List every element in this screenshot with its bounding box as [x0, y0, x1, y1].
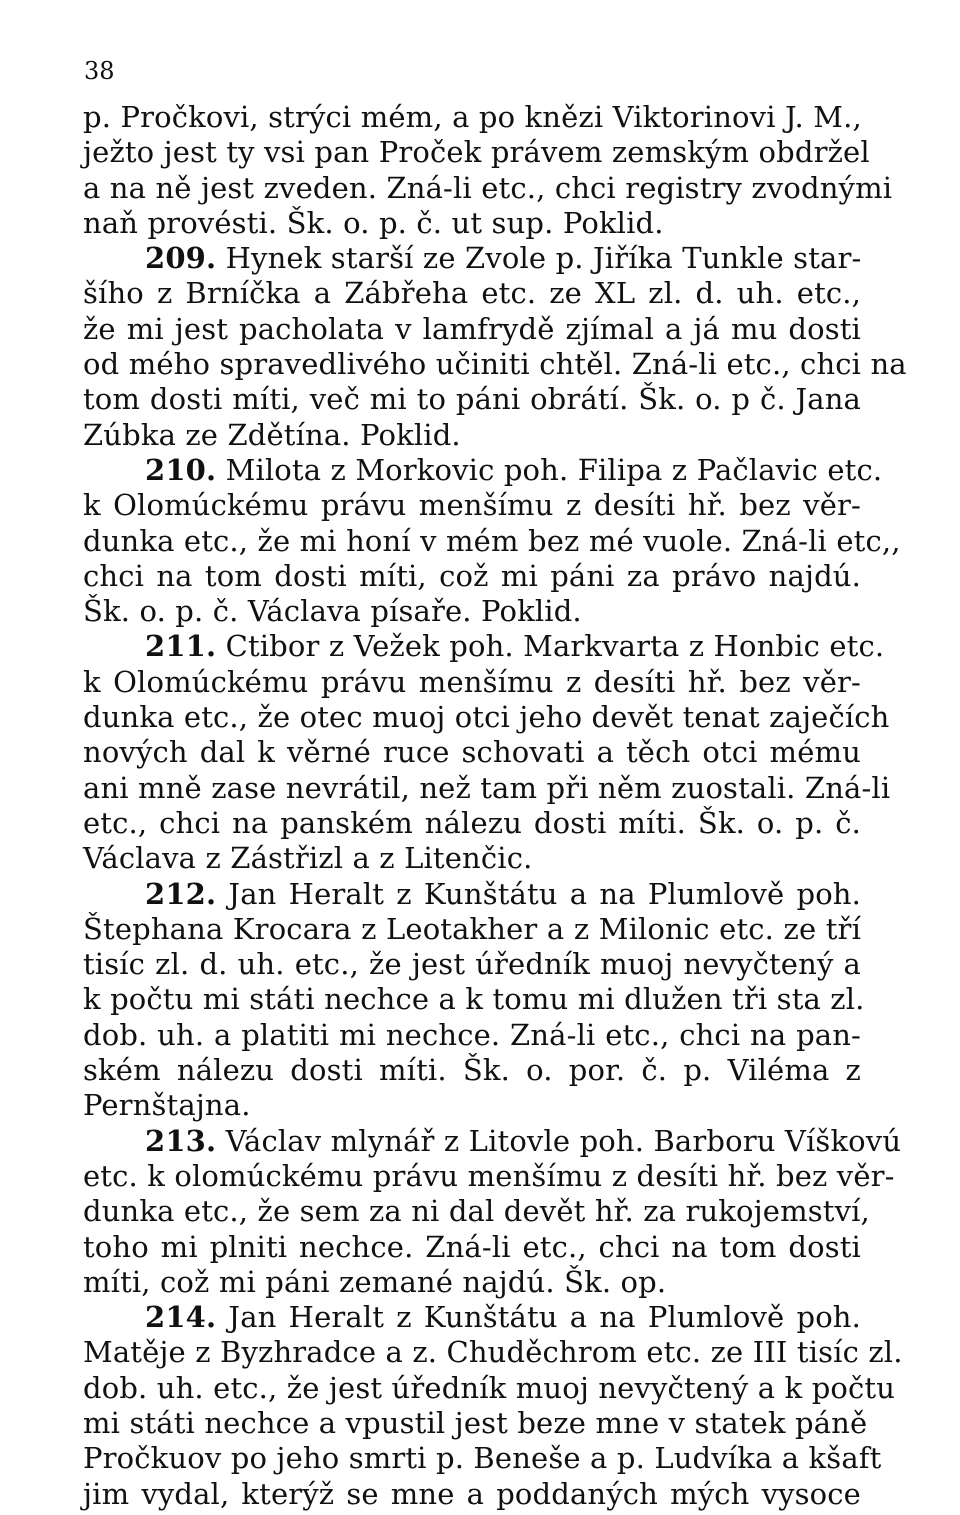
line-text: Václava z Zástřizl a z Litenčic. [83, 841, 533, 876]
entry-number: 210. [145, 452, 217, 487]
text-line [83, 947, 861, 982]
line-text: Jan Heralt z Kunštátu a na Plumlově poh. [216, 1300, 861, 1335]
line-text: nových dal k věrné ruce schovati a těch otci mému [83, 735, 861, 770]
line-text: a na ně jest zveden. Zná-li etc., chci registry zvodnými [83, 170, 893, 205]
line-text: Šk. o. p. č. Václava písaře. Poklid. [83, 594, 582, 629]
line-text: Pernštajna. [83, 1088, 251, 1123]
text-line [83, 206, 861, 241]
text-line [83, 1405, 868, 1441]
line-text: šího z Brníčka a Zábřeha etc. ze XL zl. d. uh. etc., [83, 276, 861, 311]
line-text: p. Pročkovi, strýci mém, a po knězi Viktorinovi J. M., [83, 100, 862, 134]
entry-number: 211. [145, 629, 217, 664]
line-text: Milota z Morkovic poh. Filipa z Pačlavic etc. [216, 452, 883, 487]
text-line [83, 982, 865, 1017]
text-line [83, 1018, 861, 1053]
line-text: ani mně zase nevrátil, než tam při něm zuostali. Zná-li [83, 770, 891, 805]
text-line [83, 912, 861, 947]
text-line [83, 1265, 861, 1300]
line-text: mi státi nechce a vpustil jest beze mne v statek páně [83, 1405, 868, 1440]
line-text: ježto jest ty vsi pan Proček právem zemským obdržel [83, 135, 870, 170]
text-line [83, 418, 861, 453]
text-line [83, 735, 861, 770]
line-text: k Olomúckému právu menšímu z desíti hř. bez věr- [83, 488, 861, 523]
page-number: 38 [84, 57, 115, 85]
text-line [83, 1194, 870, 1229]
line-text: že mi jest pacholata v lamfrydě zjímal a já mu dosti [83, 311, 861, 346]
line-text: Zúbka ze Zdětína. Poklid. [83, 417, 461, 452]
text-line [83, 559, 861, 594]
line-text: etc. k olomúckému právu menšímu z desíti hř. bez věr- [83, 1158, 895, 1193]
line-text: k počtu mi státi nechce a k tomu mi dlužen tři sta zl. [83, 982, 865, 1017]
text-line [83, 1441, 882, 1476]
text-line [83, 170, 893, 206]
text-line [83, 523, 901, 559]
entry-number: 212. [145, 876, 217, 911]
line-text: Pročkuov po jeho smrti p. Beneše a p. Ludvíka a kšaft [83, 1441, 882, 1476]
line-text: chci na tom dosti míti, což mi páni za právo najdú. [83, 558, 861, 593]
line-text: etc., chci na panském nálezu dosti míti. Šk. o. p. č. [83, 805, 861, 840]
text-line [83, 1477, 861, 1512]
line-text: Ctibor z Vežek poh. Markvarta z Honbic etc. [216, 629, 885, 664]
line-text: dunka etc., že mi honí v mém bez mé vuole. Zná-li etc,, [83, 523, 901, 558]
entry-first-line [83, 452, 883, 488]
line-text: ském nálezu dosti míti. Šk. o. por. č. p. Viléma z [83, 1053, 861, 1088]
entry-first-line [83, 877, 861, 912]
entry-number: 214. [145, 1300, 217, 1335]
entry-number: 213. [145, 1123, 217, 1158]
line-text: míti, což mi páni zemané najdú. Šk. op. [83, 1264, 667, 1299]
entry-first-line [83, 1300, 861, 1335]
line-text: dob. uh. etc., že jest úředník muoj nevyčtený a k počtu [83, 1370, 896, 1405]
line-text: dunka etc., že sem za ni dal devět hř. za rukojemství, [83, 1194, 870, 1229]
entry-first-line [83, 241, 861, 276]
line-text: od mého spravedlivého učiniti chtěl. Zná-li etc., chci na [83, 347, 907, 382]
line-text: jim vydal, kterýž se mne a poddaných mých vysoce [83, 1476, 861, 1511]
text-line [83, 276, 861, 311]
line-text: Hynek starší ze Zvole p. Jiříka Tunkle star- [216, 241, 862, 276]
text-line [83, 700, 890, 735]
line-text: naň provésti. Šk. o. p. č. ut sup. Poklid. [83, 205, 664, 240]
text-line [83, 1370, 896, 1406]
body-text [83, 100, 907, 1512]
line-text: dunka etc., že otec muoj otci jeho devět tenat zaječích [83, 700, 890, 735]
text-line [83, 1335, 903, 1370]
line-text: k Olomúckému právu menšímu z desíti hř. bez věr- [83, 664, 861, 699]
text-line [83, 135, 870, 170]
entry-first-line [83, 1123, 902, 1159]
entry-first-line [83, 629, 885, 664]
entry-number: 209. [145, 241, 217, 276]
line-text: Štephana Krocara z Leotakher a z Milonic etc. ze tří [83, 911, 861, 946]
text-line [83, 806, 861, 841]
text-line [83, 382, 861, 417]
text-line [83, 1053, 861, 1088]
text-line [83, 488, 861, 523]
text-line [83, 770, 891, 806]
line-text: dob. uh. a platiti mi nechce. Zná-li etc., chci na pan- [83, 1017, 861, 1052]
line-text: Matěje z Byzhradce a z. Chuděchrom etc. ze III tisíc zl. [83, 1335, 903, 1370]
line-text: Václav mlynář z Litovle poh. Barboru Víškovú [216, 1123, 902, 1158]
text-line [83, 665, 861, 700]
line-text: Jan Heralt z Kunštátu a na Plumlově poh. [216, 876, 861, 911]
text-line [83, 347, 907, 382]
text-line [83, 594, 861, 629]
text-line [83, 1230, 861, 1265]
line-text: tom dosti míti, več mi to páni obrátí. Šk. o. p č. Jana [83, 382, 861, 417]
text-line [83, 841, 861, 876]
text-line [83, 100, 861, 135]
text-line [83, 312, 861, 347]
line-text: toho mi plniti nechce. Zná-li etc., chci na tom dosti [83, 1229, 861, 1264]
line-text: tisíc zl. d. uh. etc., že jest úředník muoj nevyčtený a [83, 947, 861, 982]
text-line [83, 1158, 895, 1194]
text-line [83, 1088, 861, 1123]
